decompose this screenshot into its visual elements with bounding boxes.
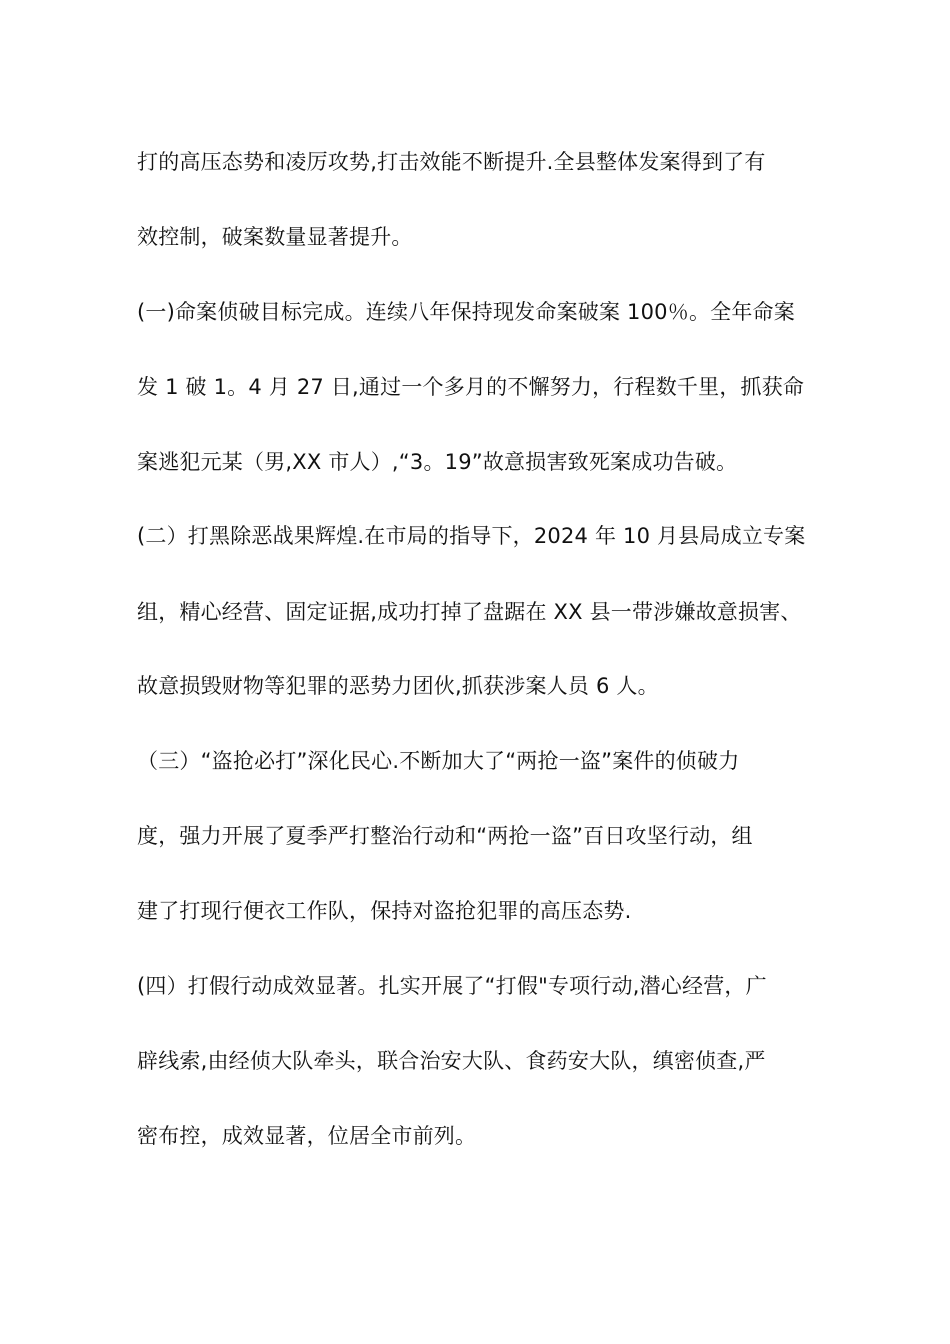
paragraph-line: 打的高压态势和凌厉攻势,打击效能不断提升.全县整体发案得到了有 bbox=[137, 150, 766, 174]
paragraph-line: 组，精心经营、固定证据,成功打掉了盘踞在 XX 县一带涉嫌故意损害、 bbox=[137, 600, 802, 624]
paragraph-line: (二）打黑除恶战果辉煌.在市局的指导下，2024 年 10 月县局成立专案 bbox=[137, 524, 806, 548]
paragraph-line: 度，强力开展了夏季严打整治行动和“两抢一盗”百日攻坚行动，组 bbox=[137, 824, 753, 848]
paragraph-line: 案逃犯元某（男,XX 市人）,“3。19”故意损害致死案成功告破。 bbox=[137, 450, 738, 474]
paragraph-line: 发 1 破 1。4 月 27 日,通过一个多月的不懈努力，行程数千里，抓获命 bbox=[137, 375, 805, 399]
paragraph-line: 建了打现行便衣工作队，保持对盗抢犯罪的高压态势. bbox=[137, 899, 632, 923]
paragraph-line: (一)命案侦破目标完成。连续八年保持现发命案破案 100％。全年命案 bbox=[137, 300, 795, 324]
paragraph-line: 故意损毁财物等犯罪的恶势力团伙,抓获涉案人员 6 人。 bbox=[137, 674, 659, 698]
paragraph-line: 效控制，破案数量显著提升。 bbox=[137, 225, 413, 249]
paragraph-line: 密布控，成效显著，位居全市前列。 bbox=[137, 1124, 477, 1148]
paragraph-line: （三）“盗抢必打”深化民心.不断加大了“两抢一盗”案件的侦破力 bbox=[137, 749, 740, 773]
paragraph-line: 辟线索,由经侦大队牵头，联合治安大队、食药安大队，缜密侦查,严 bbox=[137, 1049, 766, 1073]
paragraph-line: (四）打假行动成效显著。扎实开展了“打假"专项行动,潜心经营，广 bbox=[137, 974, 767, 998]
